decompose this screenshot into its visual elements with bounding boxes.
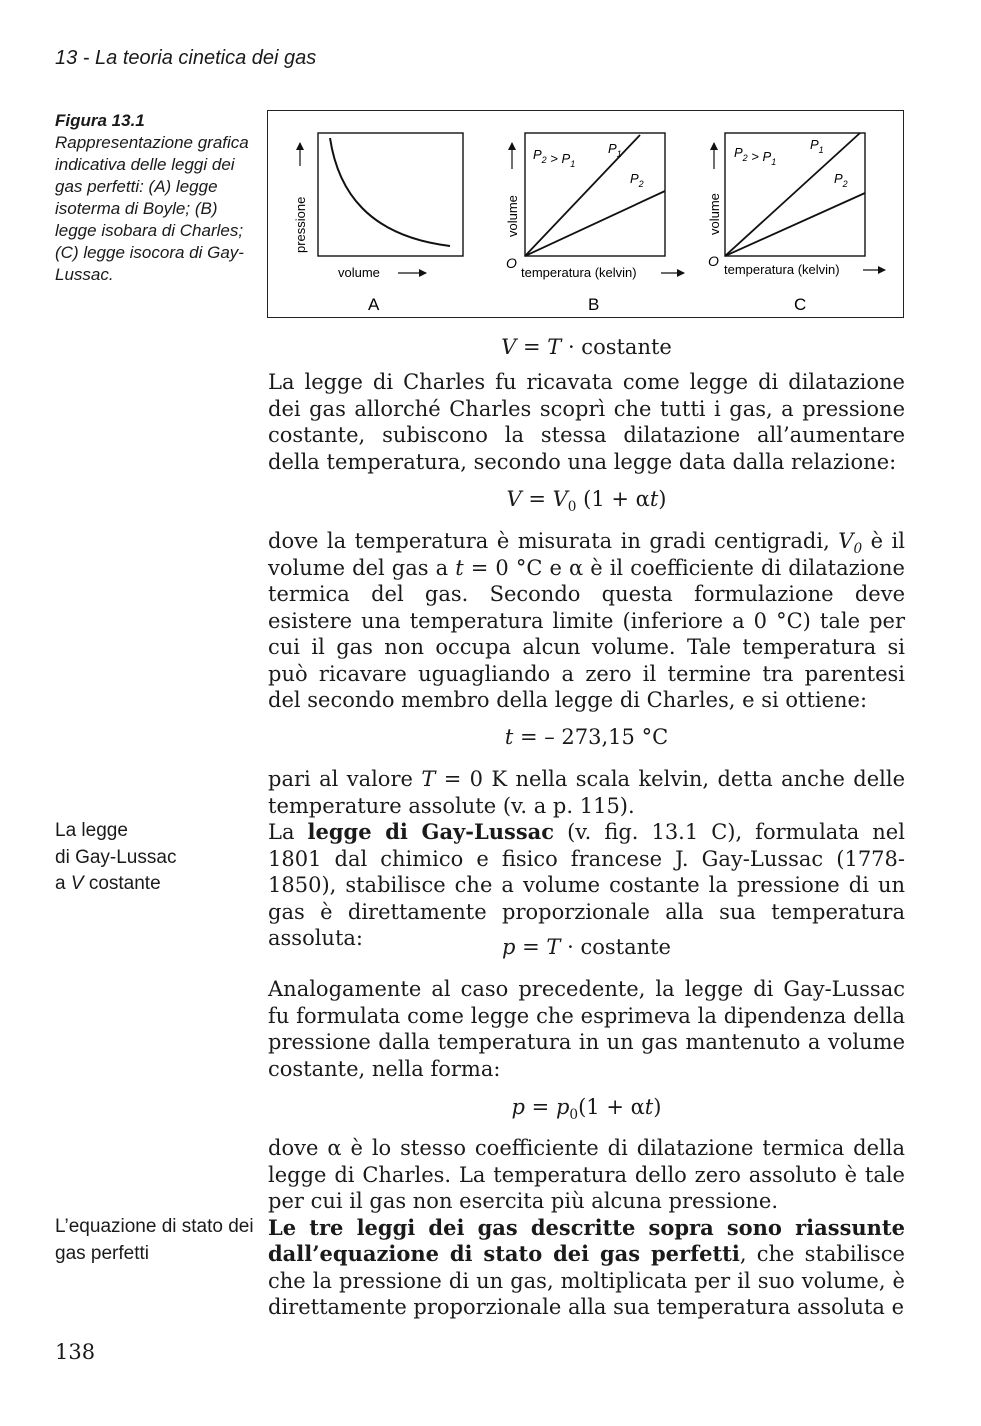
margin-note-gay-lussac: La legge di Gay-Lussac a V costante — [55, 820, 177, 894]
equation-gay-lussac-constant: p = T · costante — [502, 935, 671, 959]
boyle-curve — [330, 138, 450, 246]
paragraph-4: La legge di Gay-Lussac (v. fig. 13.1 C), formulata nel 1801 dal chimico e fisico francese J. Gay-Lussac (1778-1850), stabilisce che a volume costante la pressione di un gas è direttamente proporzionale alla sua temperatura assoluta: — [268, 819, 905, 950]
term-gay-lussac: legge di Gay-Lussac — [307, 819, 555, 844]
panel-c-letter: C — [794, 295, 807, 314]
paragraph-5: Analogamente al caso precedente, la legge di Gay-Lussac fu formulata come legge che esprimeva la dipendenza della pressione dalla temperatura in un gas mantenuto a volume costante, nella forma: — [268, 977, 905, 1081]
panel-c-line-p1 — [725, 133, 860, 256]
paragraph-3: pari al valore T = 0 K nella scala kelvin, detta anche delle temperature assolute (v. a p. 115). — [268, 767, 905, 818]
paragraph-analogous — [268, 976, 905, 1082]
panel-a-ylabel: pressione — [293, 196, 308, 253]
equation-absolute-zero: t = – 273,15 °C — [504, 725, 669, 749]
paragraph-temperature-limit — [268, 528, 905, 714]
term-state-equation: Le tre leggi dei gas descritte sopra sono riassunte dall’equazione di stato dei gas perfetti — [268, 1214, 905, 1266]
panel-b-origin: O — [506, 255, 517, 271]
panel-b-line-p2 — [525, 191, 665, 256]
page-number: 138 — [55, 1340, 96, 1364]
figure-number: Figura 13.1 — [55, 111, 145, 130]
equation-charles-constant: V = T · costante — [501, 335, 672, 359]
panel-c-label-p1: $P_1$ — [810, 137, 824, 155]
panel-a-xlabel: volume — [338, 265, 380, 280]
symbol-v0: $V_0$ — [838, 529, 863, 557]
figure-diagrams — [268, 111, 905, 319]
panel-c-label-p2: $P_2$ — [834, 171, 848, 189]
paragraph-kelvin — [268, 766, 905, 952]
figure-caption-text: Rappresentazione grafica indicativa delle leggi dei gas perfetti: (A) legge isoterma di Boyle; (B) legge isobara di Charles; (C) legge isocora di Gay-Lussac. — [55, 133, 249, 284]
figure-13-1 — [267, 110, 904, 318]
figure-caption — [55, 110, 260, 286]
panel-b-xlabel: temperatura (kelvin) — [521, 265, 637, 280]
panel-b — [505, 133, 684, 314]
equation-charles-alpha: $V = V_0$ (1 + αt) — [506, 487, 667, 515]
panel-b-label-p2: $P_2$ — [630, 171, 644, 189]
running-title: 13 - La teoria cinetica dei gas — [55, 47, 317, 69]
paragraph-1: La legge di Charles fu ricavata come legge di dilatazione dei gas allorché Charles scoprì che tutti i gas, a pressione costante, subiscono la stessa dilatazione all’aumentare della temperatura, secondo una legge data dalla relazione: — [268, 370, 905, 474]
paragraph-2: dove la temperatura è misurata in gradi centigradi, $V_0$ è il volume del gas a t = 0 °C e α è il coefficiente di dilatazione termica del gas. Secondo questa formulazione deve esistere una temperatura limite (inferiore a 0 °C) tale per cui il gas non occupa alcun volume. Tale temperatura si può ricavare uguagliando a zero il termine tra parentesi del secondo membro della legge di Charles, e si ottiene: — [268, 529, 905, 712]
panel-b-ylabel: volume — [505, 195, 520, 237]
panel-c-ylabel: volume — [707, 193, 722, 235]
panel-b-p-relation: $P_2 > P_1$ — [533, 147, 576, 169]
paragraph-7: Le tre leggi dei gas descritte sopra sono riassunte dall’equazione di stato dei gas perfetti, che stabilisce che la pressione di un gas, moltiplicata per il suo volume, è direttamente proporzionale alla sua temperatura assoluta e — [268, 1214, 905, 1319]
margin-note-equazione: L’equazione di stato dei gas perfetti — [55, 1216, 254, 1264]
paragraph-6: dove α è lo stesso coefficiente di dilatazione termica della legge di Charles. La temperatura dello zero assoluto è tale per cui il gas non esercita più alcuna pressione. — [268, 1136, 905, 1213]
panel-c-origin: O — [708, 253, 719, 269]
panel-c-line-p2 — [725, 193, 865, 256]
panel-b-label-p1: $P_1$ — [608, 141, 622, 159]
panel-c-xlabel: temperatura (kelvin) — [724, 262, 840, 277]
panel-a-frame — [318, 133, 463, 256]
panel-b-line-p1 — [525, 135, 640, 256]
panel-c — [707, 133, 885, 314]
equation-gay-lussac-alpha: $p = p_0(1 + \alpha t)$ — [511, 1095, 662, 1123]
panel-c-p-relation: $P_2 > P_1$ — [734, 145, 777, 167]
paragraph-charles — [268, 369, 905, 475]
panel-b-letter: B — [588, 295, 600, 314]
panel-a — [293, 133, 463, 314]
panel-a-letter: A — [368, 295, 380, 314]
paragraph-alpha-state — [268, 1135, 905, 1321]
